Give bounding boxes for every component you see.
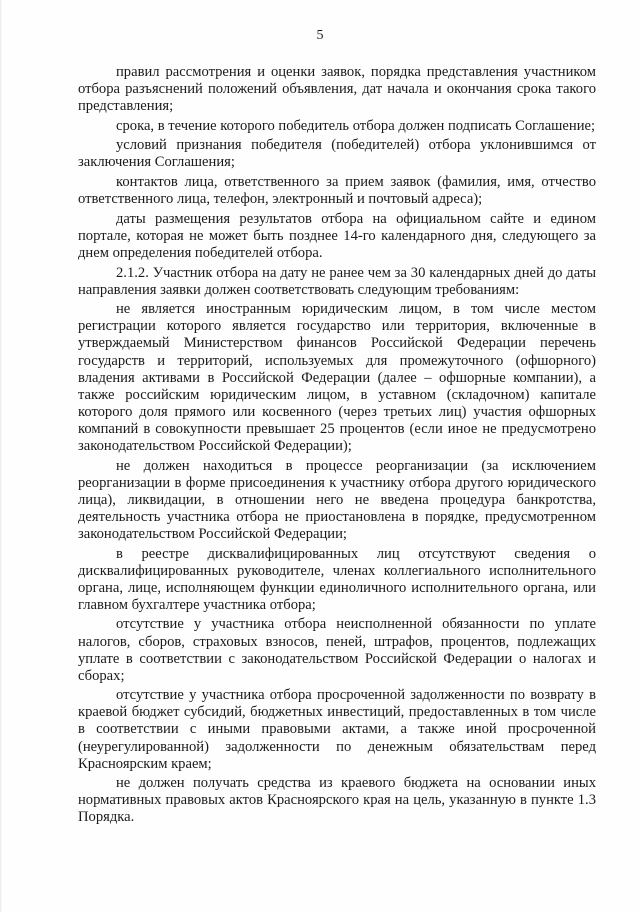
paragraph: правил рассмотрения и оценки заявок, порядка представления участником отбора разъяснений положений объявления, дат начала и окончания срока такого представления; <box>78 64 596 115</box>
paragraph: срока, в течение которого победитель отбора должен подписать Соглашение; <box>116 117 596 134</box>
page-number: 5 <box>316 28 324 43</box>
paragraph: не должен находиться в процессе реорганизации (за исключением реорганизации в форме присоединения к участнику отбора другого юридического лица), ликвидации, в отношении него не введена процедура банкротства, деятельность участника отбора не приостановлена в порядке, предусмотренном законодательством Российской Федерации; <box>78 457 596 542</box>
paragraph: не должен получать средства из краевого бюджета на основании иных нормативных правовых актов Красноярского края на цель, указанную в пункте 1.3 Порядка. <box>78 775 596 826</box>
scan-edge <box>0 0 2 912</box>
paragraph: отсутствие у участника отбора просроченной задолженности по возврату в краевой бюджет субсидий, бюджетных инвестиций, предоставленных в том числе в соответствии с иными правовыми актами, а также иной просроченной (неурегулированной) задолженности по денежным обязательствам перед Красноярским краем; <box>78 687 596 772</box>
paragraph: условий признания победителя (победителей) отбора уклонившимся от заключения Соглашения; <box>78 137 596 171</box>
paragraph: 2.1.2. Участник отбора на дату не ранее чем за 30 календарных дней до даты направления заявки должен соответствовать следующим требованиям: <box>78 264 596 298</box>
body-text <box>78 64 596 829</box>
paragraph: отсутствие у участника отбора неисполненной обязанности по уплате налогов, сборов, страховых взносов, пеней, штрафов, процентов, подлежащих уплате в соответствии с законодательством Российской Федерации о налогах и сборах; <box>78 616 596 684</box>
paragraph: даты размещения результатов отбора на официальном сайте и едином портале, которая не может быть позднее 14-го календарного дня, следующего за днем определения победителей отбора. <box>78 210 596 261</box>
paragraph: контактов лица, ответственного за прием заявок (фамилия, имя, отчество ответственного лица, телефон, электронный и почтовый адреса); <box>78 174 596 208</box>
paragraph: в реестре дисквалифицированных лиц отсутствуют сведения о дисквалифицированных руководителе, членах коллегиального исполнительного органа, лице, исполняющем функции единоличного исполнительного органа, или главном бухгалтере участника отбора; <box>78 545 596 613</box>
paragraph: не является иностранным юридическим лицом, в том числе местом регистрации которого является государство или территория, включенные в утверждаемый Министерством финансов Российской Федерации перечень государств и территорий, используемых для промежуточного (офшорного) владения активами в Российской Федерации (далее – офшорные компании), а также российским юридическим лицом, в уставном (складочном) капитале которого доля прямого или косвенного (через третьих лиц) участия офшорных компаний в совокупности превышает 25 процентов (если иное не предусмотрено законодательством Российской Федерации); <box>78 301 596 454</box>
